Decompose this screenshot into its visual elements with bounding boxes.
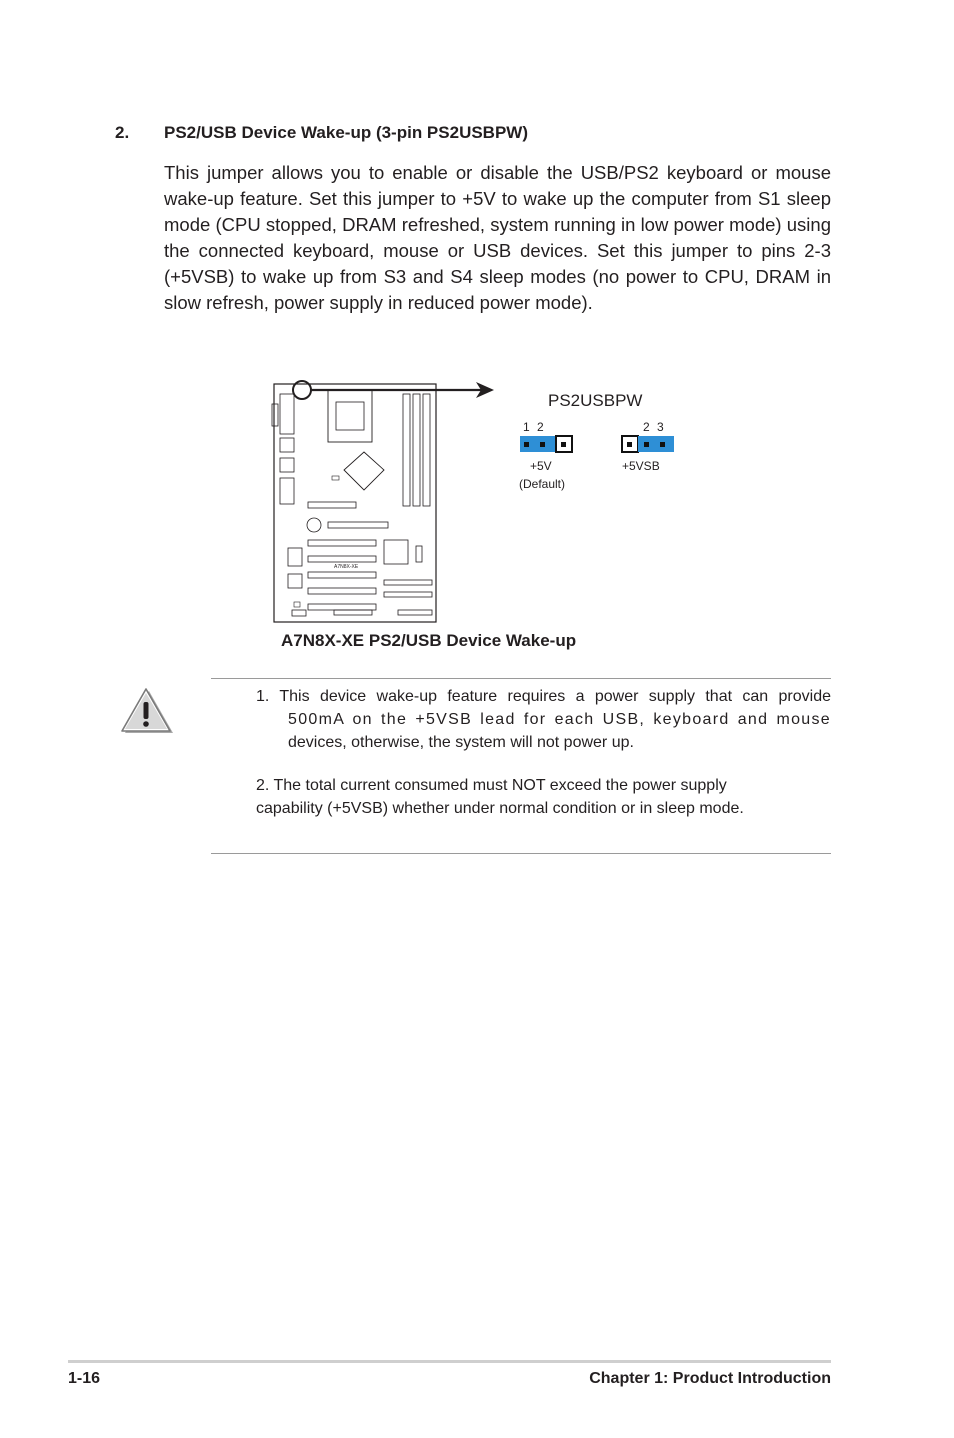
diagram-caption: A7N8X-XE PS2/USB Device Wake-up — [281, 631, 577, 650]
note-item-1-line-1: 1. This device wake-up feature requires a power supply that can provide — [256, 688, 831, 705]
body-paragraph: This jumper allows you to enable or disable the USB/PS2 keyboard or mouse wake-up feature. Set this jumper to +5V to wake up the computer from S1 sleep mode (CPU stopped, DRAM refreshed, system running in low power mode) using the connected keyboard, mouse or USB devices. Set this jumper to pins 2-3 (+5VSB) to wake up from S3 and S4 sleep modes (no power to CPU, DRAM in slow refresh, power supply in reduced power mode). — [164, 162, 831, 313]
setting-label-5v: +5V — [530, 459, 552, 473]
pin-2 — [540, 442, 545, 447]
pin-2-right — [644, 442, 649, 447]
note-bottom-rule — [211, 853, 831, 854]
board-label: A7N8X-XE — [334, 564, 359, 570]
note-top-rule — [211, 678, 831, 679]
note-item-1-line-2: 500mA on the +5VSB lead for each USB, keyboard and mouse — [288, 711, 831, 728]
footer-rule — [68, 1360, 831, 1363]
motherboard-diagram — [262, 370, 502, 630]
pin-numbers-right: 2 3 — [643, 420, 666, 434]
pin-numbers-left: 1 2 — [523, 420, 546, 434]
pin-3 — [561, 442, 566, 447]
pin-1-right — [627, 442, 632, 447]
section-title: PS2/USB Device Wake-up (3-pin PS2USBPW) — [164, 123, 529, 142]
setting-sublabel-default: (Default) — [519, 477, 566, 491]
setting-label-5vsb: +5VSB — [622, 459, 660, 473]
note-item-2: 2. The total current consumed must NOT exceed the power supply capability (+5VSB) whether under normal condition or in sleep mode. — [256, 777, 744, 817]
note-item-1-line-3: devices, otherwise, the system will not power up. — [288, 734, 634, 751]
chapter-title: Chapter 1: Product Introduction — [589, 1370, 831, 1387]
pin-1 — [524, 442, 529, 447]
section-number: 2. — [115, 123, 130, 142]
jumper-title: PS2USBPW — [548, 391, 643, 410]
note-item-1 — [256, 685, 831, 754]
page-number: 1-16 — [68, 1370, 101, 1387]
jumper-settings-diagram — [510, 410, 690, 460]
warning-icon — [120, 687, 174, 737]
pin-3-right — [660, 442, 665, 447]
jumper-cap-right — [638, 436, 674, 452]
